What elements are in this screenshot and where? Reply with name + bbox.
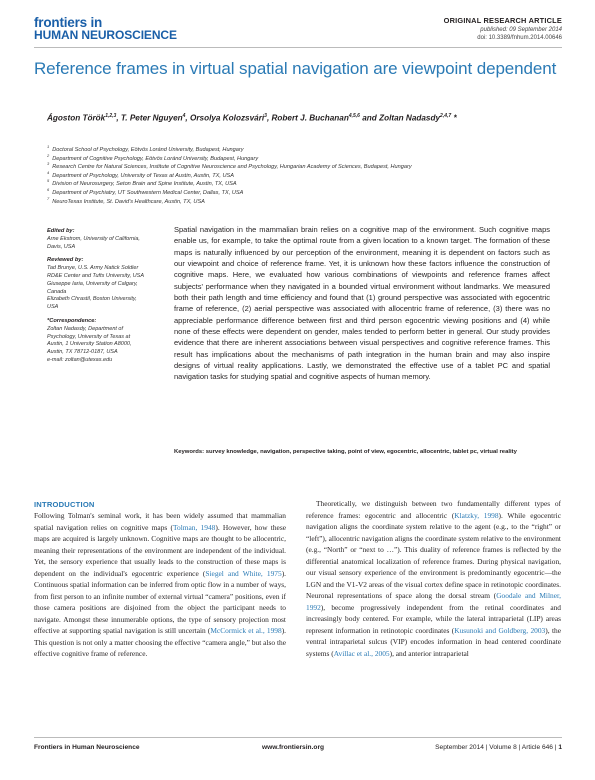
affiliation-item: [47, 186, 552, 195]
affiliation-item: [47, 177, 552, 186]
body-column-right: [306, 498, 561, 659]
affiliation-text: Department of Psychiatry, UT Southwestern Medical Center, Dallas, TX, USA: [52, 189, 244, 196]
author-name[interactable]: Ágoston Török: [47, 113, 106, 123]
body-text: ). Continuous spatial information can be inferred from optic flow in a number of ways, from first person to an infinite number of external virtual “camera” positions, even if those camera positions are disjoined from the object the participant needs to navigate. Amongst these innumerable options, the type of sensory projection most effective at supporting spatial navigation is still uncertain (: [34, 568, 286, 635]
author-name[interactable]: Robert J. Buchanan: [271, 113, 349, 123]
affiliation-number: 7: [47, 195, 50, 201]
editorial-sidebar: [47, 228, 147, 365]
footer-website-link[interactable]: www.frontiersin.org: [262, 744, 325, 751]
citation-link[interactable]: Kusunoki and Goldberg, 2003: [454, 625, 546, 635]
body-text: Theoretically, we distinguish between two fundamentally different types of reference frames: egocentric and allocentric (: [306, 499, 561, 520]
page-number: 1: [558, 744, 562, 751]
body-text: ), become progressively independent from the retinal coordinates and increasingly body centered. For example, while the lateral intraparietal (LIP) areas represent information in retinotopic coordinates (: [306, 602, 561, 635]
affiliation-item: [47, 195, 552, 204]
citation-link[interactable]: Avillac et al., 2005: [333, 648, 390, 658]
footer-divider: [34, 737, 562, 738]
author-affiliation-marker: 1,2,3: [105, 113, 117, 119]
affiliation-text: Doctoral School of Psychology, Eötvös Loránd University, Budapest, Hungary: [52, 146, 244, 153]
published-date: published: 09 September 2014: [480, 27, 562, 33]
author-list: [47, 110, 552, 125]
edited-by-text: Arne Ekstrom, University of California, Davis, USA: [47, 235, 140, 250]
author-name[interactable]: Zoltan Nadasdy: [379, 113, 441, 123]
affiliation-text: Division of Neurosurgery, Seton Brain and Spine Institute, Austin, TX, USA: [52, 181, 237, 188]
citation-link[interactable]: Klatzky, 1998: [454, 510, 499, 520]
body-text: Following Tolman's seminal work, it has been widely assumed that mammalian spatial navigation relies on cognitive maps (: [34, 511, 286, 532]
footer-journal-name: Frontiers in Human Neuroscience: [34, 744, 140, 751]
author-name[interactable]: T. Peter Nguyen: [120, 113, 183, 123]
affiliation-text: Research Centre for Natural Sciences, Institute of Cognitive Neuroscience and Psychology, Hungarian Academy of Sciences, Budapest, Hungary: [52, 164, 412, 171]
body-text: ). This question is not only a matter choosing the effective “camera angle,” but also the effective cognitive frame of reference.: [34, 626, 286, 658]
author-separator: *: [451, 113, 457, 123]
correspondence-text: Zoltan Nadasdy, Department of Psychology, University of Texas at Austin, 1 University Station A8000, Austin, TX 78712-0187, USA e-mail: zoltan@utexas.edu: [47, 325, 132, 363]
affiliation-list: [47, 143, 552, 203]
author-affiliation-marker: 4: [182, 113, 186, 119]
author-affiliation-marker: 2,4,7: [440, 113, 452, 119]
body-text: ). However, how these maps are acquired is largely unknown. Cognitive maps are thought to be allocentric, meaning their representations of the environment are independent of the individual. Yet, the sensory experience that usually leads to the construction of these maps is dependent on the individual's egocentric experience (: [34, 522, 286, 578]
body-column-left: [34, 510, 286, 660]
keywords: [174, 448, 550, 457]
affiliation-item: [47, 152, 552, 161]
reviewed-by-label: Reviewed by:: [47, 257, 84, 264]
affiliation-text: NeuroTexas Institute, St. David's Healthcare, Austin, TX, USA: [52, 198, 205, 205]
citation-link[interactable]: McCormick et al., 1998: [210, 626, 282, 635]
affiliation-item: [47, 169, 552, 178]
affiliation-number: 5: [47, 178, 50, 184]
author-separator: ,: [116, 113, 121, 123]
section-heading-introduction: INTRODUCTION: [34, 500, 95, 509]
citation-link[interactable]: Siegel and White, 1975: [205, 568, 282, 578]
author-separator: ,: [185, 113, 190, 123]
article-type: ORIGINAL RESEARCH ARTICLE: [443, 16, 562, 25]
affiliation-number: 3: [47, 161, 50, 167]
correspondence-label: *Correspondence:: [47, 317, 97, 324]
affiliation-text: Department of Cognitive Psychology, Eötvös Loránd University, Budapest, Hungary: [52, 155, 259, 162]
reviewed-by-text: Tad Brunye, U.S. Army Natick Soldier RD&E Center and Tufts University, USA Giuseppe Iaria, University of Calgary, Canada Elizabeth Chrastil, Boston University, USA: [47, 265, 144, 311]
affiliation-number: 4: [47, 169, 50, 175]
author-affiliation-marker: 3: [264, 113, 267, 119]
journal-logo-line2: HUMAN NEUROSCIENCE: [34, 28, 177, 42]
body-text: ), and anterior intraparietal: [389, 648, 469, 658]
author-separator: ,: [266, 113, 272, 123]
author-affiliation-marker: 4,5,6: [348, 113, 360, 119]
citation-link[interactable]: Tolman, 1948: [173, 522, 216, 532]
body-text: ). While egocentric navigation aligns the coordinate system relative to the agent (e.g., to the “right” or “left”), allocentric navigation aligns the coordinate system relative to the environment (e.g., “North” or “next to …”). This duality of reference frames is reflected by the differential anatomical localization of reference frames. During physical navigation, our visual sensory experience of the environment is predominantly egocentric—the LGN and the V1-V2 areas of the visual cortex define space in retinotopic coordinates. Neuronal representations of space along the dorsal stream (: [306, 510, 561, 600]
abstract-text: Spatial navigation in the mammalian brain relies on a cognitive map of the environment. Such cognitive maps enable us, for example, to take the optimal route from a given location to a known target. The formation of these maps is naturally influenced by our perception of the environment, meaning it is dependent on factors such as our viewpoint and choice of reference frame. Yet, it is unknown how these factors influence the construction of cognitive maps. Here, we evaluated how various combinations of viewpoints and reference frames affect subjects' performance when they navigated in a bounded virtual environment without landmarks. We measured both their path length and time efficiency and found that (1) ground perspective was associated with egocentric frame of reference, (2) aerial perspective was associated with allocentric frame of reference, (3) there was no appreciable performance difference between first and third person egocentric viewing positions and (4) while none of these effects were dependent on gender, males tended to perform better in general. Our study provides evidence that there are inherent associations between visual perspectives and cognitive reference frames. This result has implications about the mechanisms of path integration in the human brain and may also inspire designs of virtual reality applications. Lastly, we demonstrated the effective use of a tablet PC and spatial navigation tasks for studying spatial and cognitive aspects of human memory.: [174, 225, 550, 382]
journal-logo-line1: frontiers in: [34, 15, 103, 30]
author-separator: and: [359, 113, 380, 123]
author-name[interactable]: Orsolya Kolozsvári: [189, 113, 265, 123]
article-title: Reference frames in virtual spatial navigation are viewpoint dependent: [34, 59, 557, 78]
affiliation-number: 2: [47, 152, 50, 158]
header-divider: [34, 47, 562, 48]
affiliation-text: Department of Psychology, University of Texas at Austin, Austin, TX, USA: [52, 172, 235, 179]
edited-by-label: Edited by:: [47, 228, 75, 234]
citation-link[interactable]: Goodale and Milner, 1992: [306, 591, 561, 612]
footer-issue-info: [435, 744, 562, 751]
affiliation-number: 1: [47, 144, 50, 149]
keywords-label: Keywords:: [174, 449, 205, 455]
affiliation-item: [47, 160, 552, 169]
doi-link[interactable]: doi: 10.3389/fnhum.2014.00646: [477, 35, 562, 41]
footer-issue-text: September 2014 | Volume 8 | Article 646 |: [435, 744, 559, 751]
affiliation-item: [47, 143, 552, 152]
affiliation-number: 6: [47, 186, 50, 192]
body-text: ), the ventral intraparietal sulcus (VIP) encodes information in head centered coordinate systems (: [306, 625, 561, 658]
keywords-text: survey knowledge, navigation, perspective taking, point of view, egocentric, allocentric, tablet pc, virtual reality: [205, 449, 517, 455]
